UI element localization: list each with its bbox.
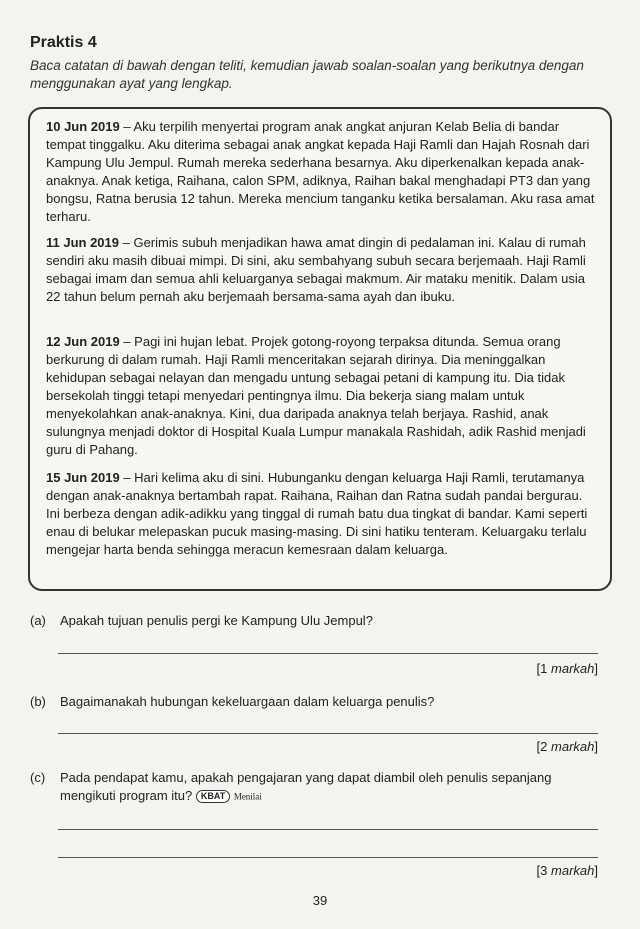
kbat-level: Menilai — [233, 791, 262, 802]
entry-date: 11 Jun 2019 — [46, 235, 119, 250]
exercise-title: Praktis 4 — [30, 34, 97, 51]
entry-date: 15 Jun 2019 — [46, 470, 120, 485]
marks-c: [3 markah] — [536, 863, 598, 878]
answer-line-c1[interactable] — [58, 829, 598, 830]
question-text: Apakah tujuan penulis pergi ke Kampung Ulu Jempul? — [60, 613, 373, 628]
entry-text: – Hari kelima aku di sini. Hubunganku dengan keluarga Haji Ramli, terutamanya dengan anak-anaknya bertambah rapat. Raihana, Raihan dan Ratna sudah pandai bergurau. Ini berbeza dengan adik-adikku yang tinggal di rumah batu dua tingkat di bandar. Kami seperti enau di belukar melepaskan pucuk masing-masing. Di sini hatiku tenteram. Keluargaku terlalu mengejar harta benda sehingga meracun kemesraan dalam keluarga. — [46, 470, 588, 557]
diary-entry — [46, 333, 598, 459]
entry-text: – Pagi ini hujan lebat. Projek gotong-royong terpaksa ditunda. Semua orang berkurung di dalam rumah. Haji Ramli menceritakan sejarah dirinya. Dia meninggalkan kehidupan sebagai nelayan dan mengadu untung sebagai petani di kampung itu. Dia tidak bersekolah tinggi tetapi menyedari pentingnya ilmu. Dia bekerja siang malam untuk menyekolahkan anak-anaknya. Kini, dua daripada anaknya telah berjaya. Rashid, anak sulungnya menjadi doktor di Hospital Kuala Lumpur manakala Rashidah, adik Rashid menjadi guru di Pahang. — [46, 334, 586, 457]
question-text: Pada pendapat kamu, apakah pengajaran yang dapat diambil oleh penulis sepanjang mengikuti program itu? — [60, 770, 552, 803]
question-label: (c) — [30, 770, 46, 785]
marks-a: [1 markah] — [536, 661, 598, 676]
diary-entry — [46, 234, 598, 306]
entry-date: 10 Jun 2019 — [46, 119, 120, 134]
page-number: 39 — [312, 893, 328, 908]
answer-line-b[interactable] — [58, 733, 598, 734]
entry-text: – Gerimis subuh menjadikan hawa amat dingin di pedalaman ini. Kalau di rumah sendiri aku masih dibuai mimpi. Di sini, aku sembahyang subuh secara berjemaah. Haji Ramli sebagai imam dan semua ahli keluarganya sebagai makmum. Air mataku menitik. Dalam usia 22 tahun belum pernah aku berjemaah bersama-sama ayah dan ibuku. — [46, 235, 586, 304]
entry-date: 12 Jun 2019 — [46, 334, 120, 349]
question-label: (b) — [30, 694, 46, 709]
diary-box — [28, 107, 612, 591]
diary-entry — [46, 118, 598, 226]
question-text: Bagaimanakah hubungan kekeluargaan dalam keluarga penulis? — [60, 694, 435, 709]
answer-line-c2[interactable] — [58, 857, 598, 858]
diary-entry — [46, 469, 598, 559]
kbat-badge: KBAT — [196, 790, 230, 803]
marks-b: [2 markah] — [536, 739, 598, 754]
instructions: Baca catatan di bawah dengan teliti, kemudian jawab soalan-soalan yang berikutnya dengan menggunakan ayat yang lengkap. — [30, 58, 584, 91]
answer-line-a[interactable] — [58, 653, 598, 654]
question-label: (a) — [30, 613, 46, 628]
entry-text: – Aku terpilih menyertai program anak angkat anjuran Kelab Belia di bandar tempat tinggalku. Aku diterima sebagai anak angkat kepada Haji Ramli dan Hajah Rosnah dari Kampung Ulu Jempul. Rumah mereka sederhana besarnya. Aku diperkenalkan kepada anak-anaknya. Anak ketiga, Raihana, calon SPM, adiknya, Raihan bakal menghadapi PT3 dan yang bongsu, Ratna berusia 12 tahun. Mereka mencium tanganku ketika bersalaman. Aku rasa amat terharu. — [46, 119, 595, 224]
